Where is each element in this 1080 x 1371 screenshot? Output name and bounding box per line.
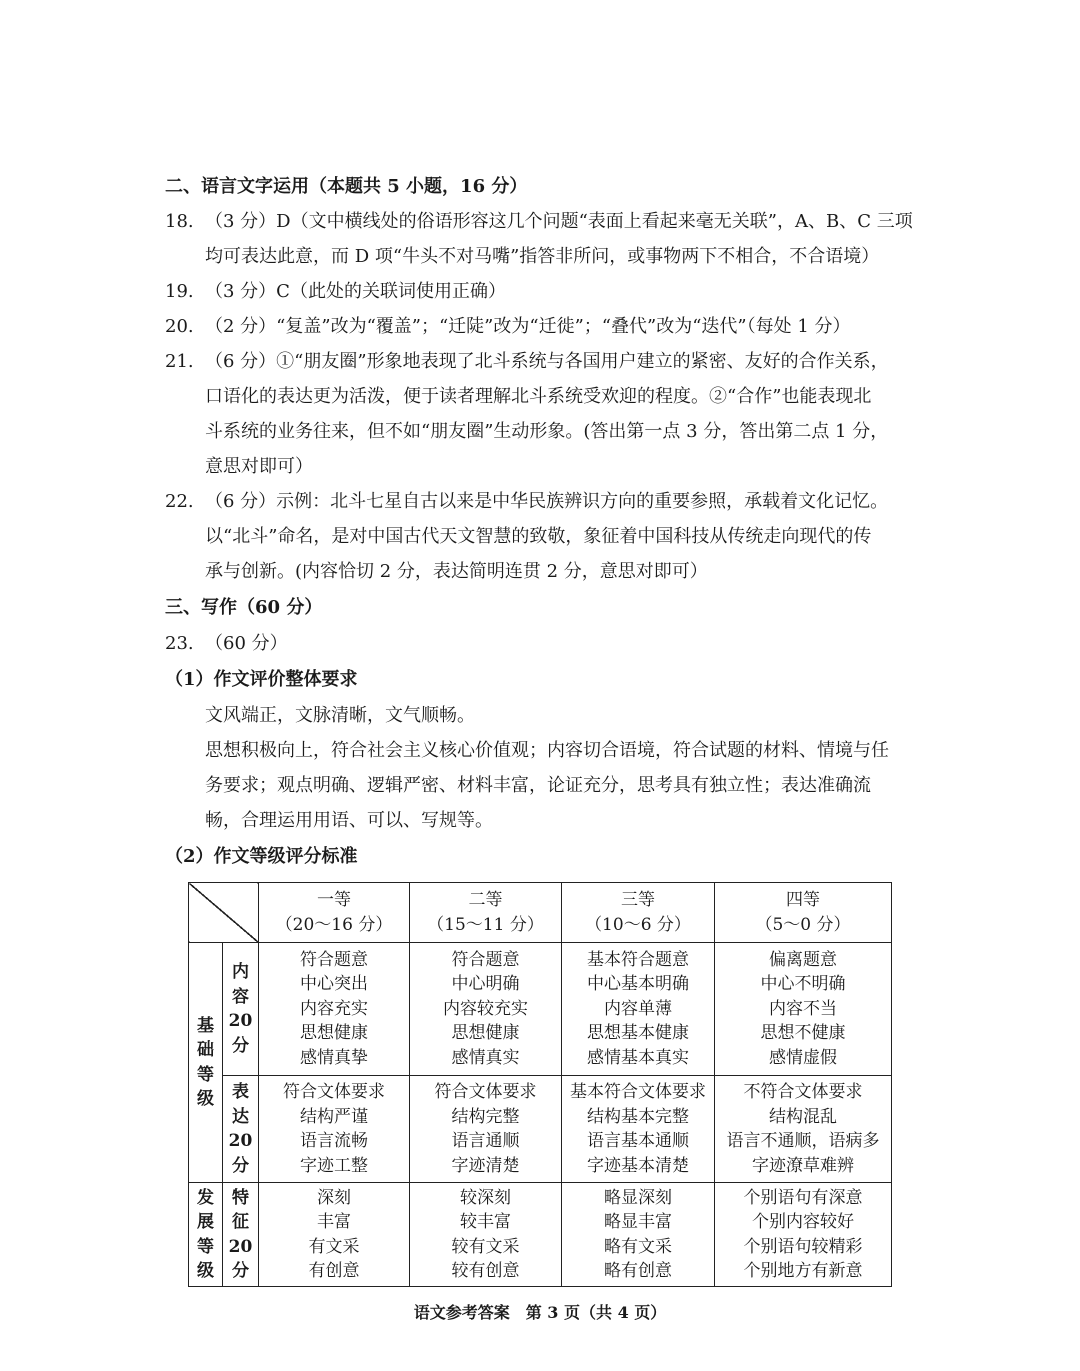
header-grade-1: 一等 （20～16 分） bbox=[259, 883, 410, 943]
table-row-expression bbox=[189, 1076, 892, 1183]
q18-number: 18. bbox=[165, 211, 194, 232]
sub1-p2-line3: 畅，合理运用用语、可以、写规等。 bbox=[205, 810, 493, 831]
q21-line1 bbox=[165, 350, 925, 374]
q23-line bbox=[165, 632, 925, 656]
table-row-content bbox=[189, 943, 892, 1076]
q22-line2: 以“北斗”命名，是对中国古代天文智慧的致敬，象征着中国科技从传统走向现代的传 bbox=[205, 526, 872, 547]
content-label: 内 容 20 分 bbox=[223, 943, 259, 1076]
feature-grade-3: 略显深刻 略显丰富 略有文采 略有创意 bbox=[562, 1183, 715, 1287]
q21-line2: 口语化的表达更为活泼，便于读者理解北斗系统受欢迎的程度。②“合作”也能表现北 bbox=[205, 386, 872, 407]
content-grade-1: 符合题意 中心突出 内容充实 思想健康 感情真挚 bbox=[259, 943, 410, 1076]
sub1-p2-line1: 思想积极向上，符合社会主义核心价值观；内容切合语境，符合试题的材料、情境与任 bbox=[205, 740, 889, 761]
section2-heading: 二、语言文字运用（本题共 5 小题，16 分） bbox=[165, 176, 528, 197]
header-grade-4: 四等 （5～0 分） bbox=[715, 883, 892, 943]
expression-label: 表 达 20 分 bbox=[223, 1076, 259, 1183]
page-footer: 语文参考答案 第 3 页（共 4 页） bbox=[413, 1303, 667, 1322]
q19-text: （3 分）C（此处的关联词使用正确） bbox=[205, 281, 506, 302]
sub1-heading: （1）作文评价整体要求 bbox=[165, 669, 358, 690]
sub1-p1: 文风端正，文脉清晰，文气顺畅。 bbox=[205, 705, 475, 726]
q20-line1 bbox=[165, 315, 925, 339]
expression-grade-1: 符合文体要求 结构严谨 语言流畅 字迹工整 bbox=[259, 1076, 410, 1183]
q18-text: （3 分）D（文中横线处的俗语形容这几个问题“表面上看起来毫无关联”，A、B、C 三项 bbox=[205, 211, 913, 232]
q19-number: 19. bbox=[165, 281, 194, 302]
content-grade-4: 偏离题意 中心不明确 内容不当 思想不健康 感情虚假 bbox=[715, 943, 892, 1076]
q21-number: 21. bbox=[165, 351, 194, 372]
content-grade-2: 符合题意 中心明确 内容较充实 思想健康 感情真实 bbox=[410, 943, 562, 1076]
feature-label: 特 征 20 分 bbox=[223, 1183, 259, 1287]
feature-grade-2: 较深刻 较丰富 较有文采 较有创意 bbox=[410, 1183, 562, 1287]
expression-grade-3: 基本符合文体要求 结构基本完整 语言基本通顺 字迹基本清楚 bbox=[562, 1076, 715, 1183]
q23-number: 23. bbox=[165, 633, 194, 654]
section3-heading: 三、写作（60 分） bbox=[165, 597, 323, 618]
diagonal-corner-cell bbox=[189, 883, 259, 943]
grading-table bbox=[188, 882, 892, 1287]
q20-text: （2 分）“复盖”改为“覆盖”；“迁陡”改为“迁徙”；“叠代”改为“迭代”（每处 1 分） bbox=[205, 316, 851, 337]
expression-grade-2: 符合文体要求 结构完整 语言通顺 字迹清楚 bbox=[410, 1076, 562, 1183]
q21-line4: 意思对即可） bbox=[205, 456, 313, 477]
q18-line2: 均可表达此意，而 D 项“牛头不对马嘴”指答非所问，或事物两下不相合，不合语境） bbox=[205, 246, 880, 267]
expression-grade-4: 不符合文体要求 结构混乱 语言不通顺，语病多 字迹潦草难辨 bbox=[715, 1076, 892, 1183]
q19-line1 bbox=[165, 280, 925, 304]
sub2-heading: （2）作文等级评分标准 bbox=[165, 846, 358, 867]
q22-text: （6 分）示例：北斗七星自古以来是中华民族辨识方向的重要参照，承载着文化记忆。 bbox=[205, 491, 889, 512]
q21-line3: 斗系统的业务往来，但不如“朋友圈”生动形象。(答出第一点 3 分，答出第二点 1 分， bbox=[205, 421, 889, 442]
sub1-p2-line2: 务要求；观点明确、逻辑严密、材料丰富，论证充分，思考具有独立性；表达准确流 bbox=[205, 775, 871, 796]
table-row-feature bbox=[189, 1183, 892, 1287]
q21-text: （6 分）①“朋友圈”形象地表现了北斗系统与各国用户建立的紧密、友好的合作关系， bbox=[205, 351, 889, 372]
basic-level-label: 基 础 等 级 bbox=[189, 943, 223, 1183]
q22-line3: 承与创新。(内容恰切 2 分，表达简明连贯 2 分，意思对即可） bbox=[205, 561, 708, 582]
table-header-row bbox=[189, 883, 892, 943]
header-grade-3: 三等 （10～6 分） bbox=[562, 883, 715, 943]
feature-grade-1: 深刻 丰富 有文采 有创意 bbox=[259, 1183, 410, 1287]
q23-score: （60 分） bbox=[205, 633, 288, 654]
feature-grade-4: 个别语句有深意 个别内容较好 个别语句较精彩 个别地方有新意 bbox=[715, 1183, 892, 1287]
header-grade-2: 二等 （15～11 分） bbox=[410, 883, 562, 943]
q18-line1 bbox=[165, 210, 925, 234]
develop-level-label: 发 展 等 级 bbox=[189, 1183, 223, 1287]
q20-number: 20. bbox=[165, 316, 194, 337]
q22-line1 bbox=[165, 490, 925, 514]
content-grade-3: 基本符合题意 中心基本明确 内容单薄 思想基本健康 感情基本真实 bbox=[562, 943, 715, 1076]
q22-number: 22. bbox=[165, 491, 194, 512]
